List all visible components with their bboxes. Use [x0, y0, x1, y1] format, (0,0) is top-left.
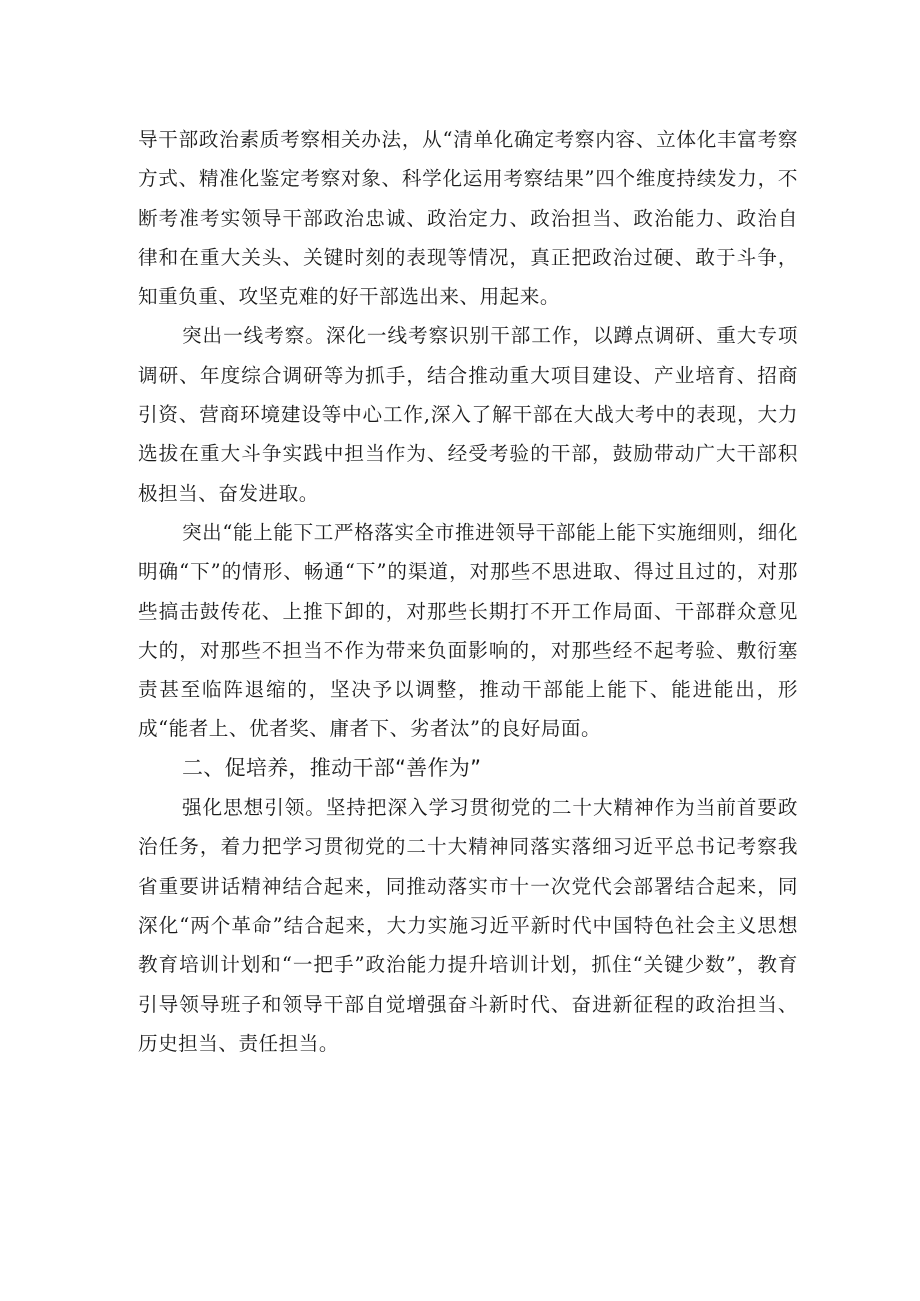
paragraph-promotion-demotion: 突出“能上能下工严格落实全市推进领导干部能上能下实施细则，细化明确“下”的情形、畅通“下”的渠道，对那些不思进取、得过且过的，对那些搞击鼓传花、上推下卸的，对那些长期打不开工作局面、干部群众意见大的，对那些不担当不作为带来负面影响的，对那些经不起考验、敷衍塞责甚至临阵退缩的，坚决予以调整，推动干部能上能下、能进能出，形成“能者上、优者奖、庸者下、劣者汰”的良好局面。 — [138, 520, 798, 741]
paragraph-frontline-inspection: 突出一线考察。深化一线考察识别干部工作，以蹲点调研、重大专项调研、年度综合调研等为抓手，结合推动重大项目建设、产业培育、招商引资、营商环境建设等中心工作,深入了解干部在大战大考中的表现，大力选拔在重大斗争实践中担当作为、经受考验的干部，鼓励带动广大干部积极担当、奋发进取。 — [138, 324, 798, 505]
section-heading: 二、促培养，推动干部“善作为” — [182, 755, 482, 780]
document-page — [138, 120, 798, 1063]
paragraph-political-quality: 导干部政治素质考察相关办法，从“清单化确定考察内容、立体化丰富考察方式、精准化鉴定考察对象、科学化运用考察结果”四个维度持续发力，不断考准考实领导干部政治忠诚、政治定力、政治担当、政治能力、政治自律和在重大关头、关键时刻的表现等情况，真正把政治过硬、敢于斗争，知重负重、攻坚克难的好干部选出来、用起来。 — [138, 128, 798, 309]
paragraph-ideological-guidance: 强化思想引领。坚持把深入学习贯彻党的二十大精神作为当前首要政治任务，着力把学习贯彻党的二十大精神同落实落细习近平总书记考察我省重要讲话精神结合起来，同推动落实市十一次党代会部署结合起来，同深化“两个革命”结合起来，大力实施习近平新时代中国特色社会主义思想教育培训计划和“一把手”政治能力提升培训计划，抓住“关键少数”，教育引导领导班子和领导干部自觉增强奋斗新时代、奋进新征程的政治担当、历史担当、责任担当。 — [138, 796, 798, 1055]
